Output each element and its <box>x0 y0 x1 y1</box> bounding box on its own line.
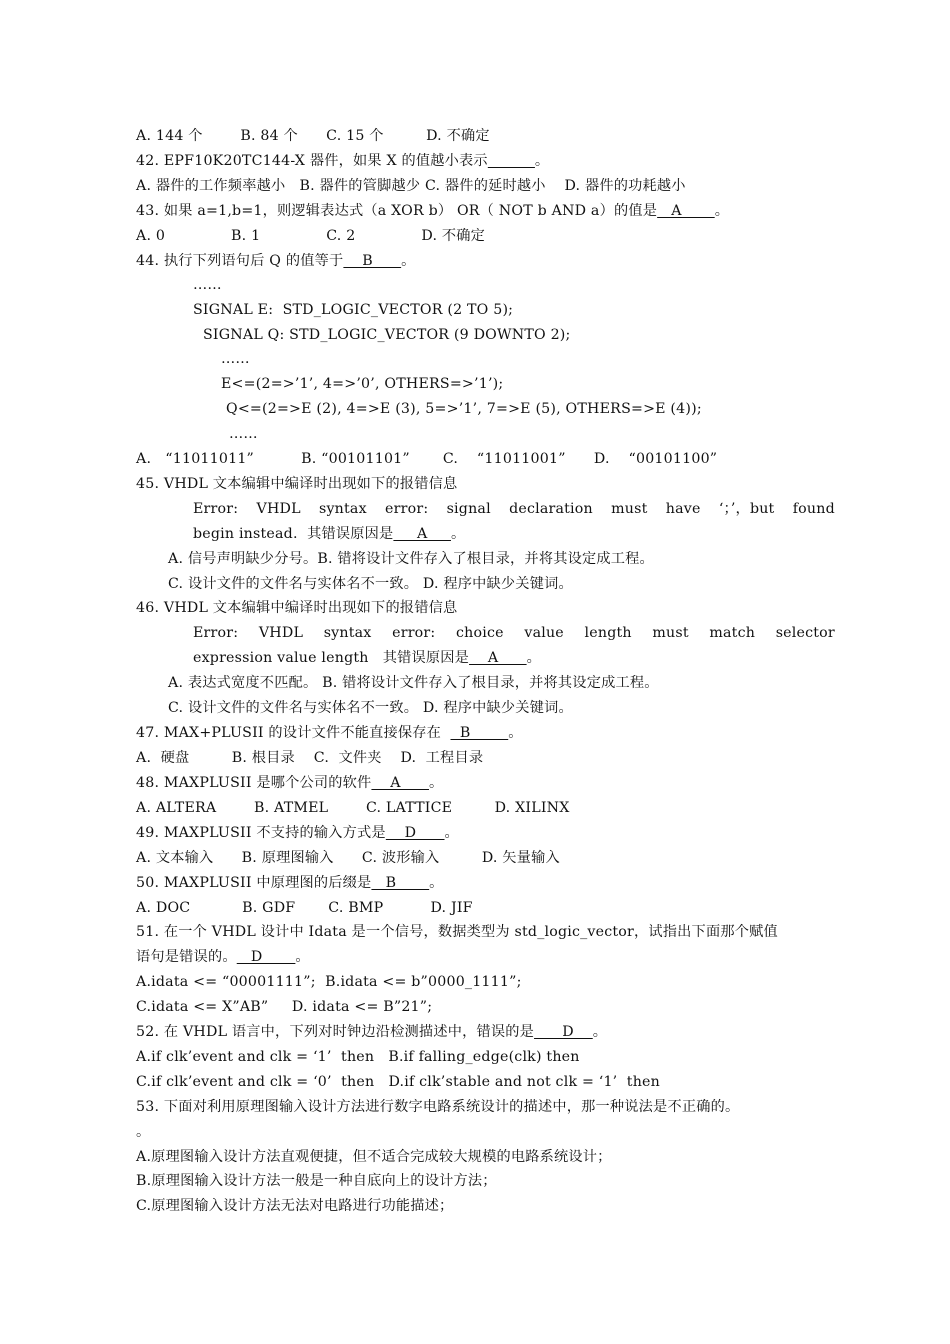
q46-options-cd: C. 设计文件的文件名与实体名不一致。 D. 程序中缺少关键词。 <box>168 700 573 716</box>
q42-stem: 42. EPF10K20TC144-X 器件，如果 X 的值越小表示 。 <box>136 153 550 169</box>
q43-stem: 43. 如果 a=1,b=1，则逻辑表达式（a XOR b） OR（ NOT b AND a）的值是 A 。 <box>136 203 730 219</box>
q51-options-cd: C.idata <= X”AB” D. idata <= B”21”; <box>136 999 433 1015</box>
q42-options: A. 器件的工作频率越小 B. 器件的管脚越少 C. 器件的延时越小 D. 器件的功耗越小 <box>136 178 686 194</box>
q50-options: A. DOC B. GDF C. BMP D. JIF <box>136 900 473 916</box>
q46-error-cause: expression value length 其错误原因是 A 。 <box>193 650 541 666</box>
answer-blank: D <box>236 949 296 965</box>
q51-options-ab: A.idata <= “00001111”; B.idata <= b”0000_1111”; <box>136 974 522 990</box>
code-line-assign-e: E<=(2=>’1’, 4=>’0’, OTHERS=>’1’); <box>221 376 504 392</box>
answer-blank: D <box>385 825 445 841</box>
q43-options: A. 0 B. 1 C. 2 D. 不确定 <box>136 228 486 244</box>
q53-option-b: B.原理图输入设计方法一般是一种自底向上的设计方法； <box>136 1173 497 1189</box>
q45-options-cd: C. 设计文件的文件名与实体名不一致。 D. 程序中缺少关键词。 <box>168 576 573 592</box>
q45-options-ab: A. 信号声明缺少分号。B. 错将设计文件存入了根目录，并将其设定成工程。 <box>168 551 654 567</box>
answer-blank: A <box>393 526 451 542</box>
answer-blank <box>488 153 535 169</box>
q51-stem: 51. 在一个 VHDL 设计中 Idata 是一个信号，数据类型为 std_logic_vector，试指出下面那个赋值 <box>136 924 778 940</box>
q45-error-message: Error: VHDL syntax error: signal declaration must have ‘；’，but found <box>193 501 835 517</box>
code-ellipsis: …… <box>229 426 258 442</box>
code-line-signal-e: SIGNAL E: STD_LOGIC_VECTOR (2 TO 5); <box>193 302 514 318</box>
q53-option-c: C.原理图输入设计方法无法对电路进行功能描述； <box>136 1198 454 1214</box>
answer-blank: B <box>450 725 509 741</box>
q47-stem: 47. MAX+PLUSII 的设计文件不能直接保存在 B 。 <box>136 725 523 741</box>
q46-error-message: Error: VHDL syntax error: choice value length must match selector <box>193 625 835 641</box>
answer-blank: B <box>343 253 402 269</box>
q44-stem: 44. 执行下列语句后 Q 的值等于 B 。 <box>136 253 416 269</box>
answer-blank: A <box>371 775 429 791</box>
q48-stem: 48. MAXPLUSII 是哪个公司的软件 A 。 <box>136 775 444 791</box>
code-ellipsis: …… <box>193 277 222 293</box>
q49-options: A. 文本输入 B. 原理图输入 C. 波形输入 D. 矢量输入 <box>136 850 560 866</box>
q53-stem: 53. 下面对利用原理图输入设计方法进行数字电路系统设计的描述中，那一种说法是不正确的。 <box>136 1099 740 1115</box>
q47-options: A. 硬盘 B. 根目录 C. 文件夹 D. 工程目录 <box>136 750 484 766</box>
q51-stem-cont: 语句是错误的。 D 。 <box>136 949 310 965</box>
q48-options: A. ALTERA B. ATMEL C. LATTICE D. XILINX <box>136 800 570 816</box>
q46-options-ab: A. 表达式宽度不匹配。 B. 错将设计文件存入了根目录，并将其设定成工程。 <box>168 675 659 691</box>
q41-options: A. 144 个 B. 84 个 C. 15 个 D. 不确定 <box>136 128 490 144</box>
q53-stem-cont: 。 <box>136 1124 151 1140</box>
answer-blank: A <box>657 203 715 219</box>
q50-stem: 50. MAXPLUSII 中原理图的后缀是 B 。 <box>136 875 444 891</box>
q49-stem: 49. MAXPLUSII 不支持的输入方式是 D 。 <box>136 825 459 841</box>
code-line-signal-q: SIGNAL Q: STD_LOGIC_VECTOR (9 DOWNTO 2); <box>203 327 571 343</box>
answer-blank: B <box>371 875 430 891</box>
q46-stem: 46. VHDL 文本编辑中编译时出现如下的报错信息 <box>136 600 458 616</box>
q52-options-cd: C.if clk’event and clk = ‘0’ then D.if clk’stable and not clk = ‘1’ then <box>136 1074 660 1090</box>
q45-stem: 45. VHDL 文本编辑中编译时出现如下的报错信息 <box>136 476 458 492</box>
q44-options: A. “11011011” B. “00101101” C. “11011001” D. “00101100” <box>136 451 718 467</box>
answer-blank: A <box>469 650 527 666</box>
q53-option-a: A.原理图输入设计方法直观便捷，但不适合完成较大规模的电路系统设计； <box>136 1149 612 1165</box>
q52-options-ab: A.if clk’event and clk = ‘1’ then B.if falling_edge(clk) then <box>136 1049 580 1065</box>
code-line-assign-q: Q<=(2=>E (2), 4=>E (3), 5=>’1’, 7=>E (5), OTHERS=>E (4)); <box>226 401 702 417</box>
q52-stem: 52. 在 VHDL 语言中，下列对时钟边沿检测描述中，错误的是 D 。 <box>136 1024 608 1040</box>
code-ellipsis: …… <box>221 351 250 367</box>
q45-error-cause: begin instead. 其错误原因是 A 。 <box>193 526 466 542</box>
answer-blank: D <box>534 1024 593 1040</box>
